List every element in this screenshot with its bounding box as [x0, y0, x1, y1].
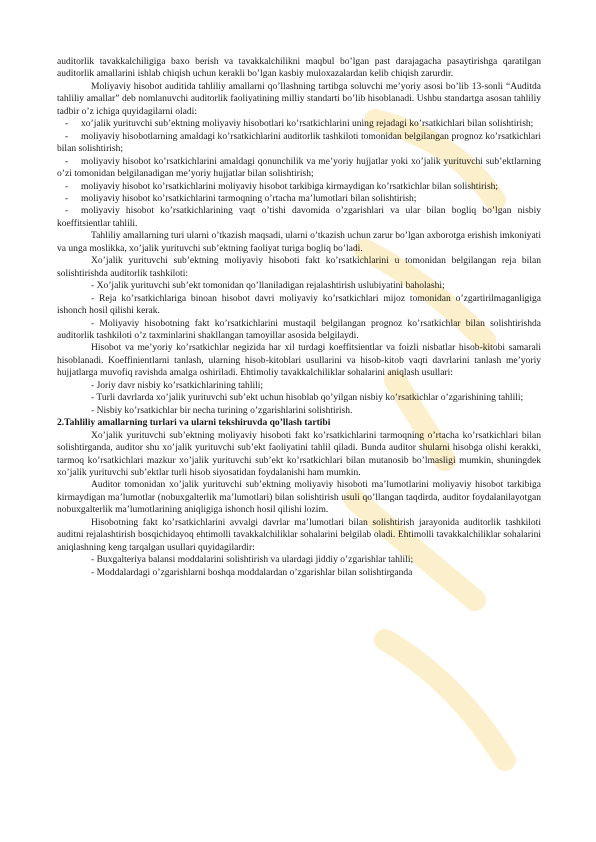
paragraph: Xo’jalik yurituvchi sub’ektning moliyaviy hisoboti fakt ko’rsatkichlarini tarmoqning o’rtacha ko’rsatkichlari bilan solishtirganda, auditor shu xo’jalik yurituvchi sub’ekt faoliyatini tahlil qiladi. Bunda auditor shularni hisobga olishi kerakki, tarmoq ko’rsatkichlari mazkur xo’jalik yurituvchi sub’ekt ko’rsatkichlari bilan mutanosib bo’lmasligi mumkin, shuningdek xo’jalik yurituvchi sub’ektlar turli hisob siyosatidan foydalanishi ham mumkin.	[57, 429, 541, 478]
list-item-text: moliyaviy hisobot ko’rsatkichlarini tarmoqning o’rtacha ma’lumotlari bilan solishtirish;	[81, 192, 417, 204]
paragraph: - Nisbiy ko’rsatkichlar bir necha turining o’zgarishlarini solishtirish.	[91, 404, 353, 416]
paragraph: - Moddalardagi o’zgarishlarni boshqa moddalardan o’zgarishlar bilan solishtirganda	[91, 566, 413, 578]
paragraph: - Buxgalteriya balansi moddalarini solishtirish va ulardagi jiddiy o’zgarishlar tahlili;	[91, 554, 414, 566]
paragraph: - Reja ko’rsatkichlariga binoan hisobot davri moliyaviy ko’rsatkichlari mijoz tomonidan o’zgartirilmaganligiga ishonch hosil qilishi kerak.	[57, 292, 541, 317]
paragraph: Hisobot va me’yoriy ko’rsatkichlar negizida har xil turdagi koeffitsientlar va foizli nisbatlar hisob-kitobi samarali hisoblanadi. Koeffinientlarni tanlash, ularning hisob-kitoblari usullarini va hisob-kitob vaqti davrlarini tanlash me’yoriy hujjatlarga muvofiq ravishda amalga oshiriladi. Ehtimoliy tavakkalchiliklar sohalarini aniqlash usullari:	[57, 342, 541, 379]
list-item	[57, 205, 541, 230]
list-item	[57, 156, 541, 181]
list-dash: -	[65, 130, 69, 142]
paragraph: - Xo’jalik yurituvchi sub’ekt tomonidan qo’llaniladigan rejalashtirish uslubiyatini baholashi;	[91, 280, 445, 292]
paragraph: - Moliyaviy hisobotning fakt ko’rsatkichlarini mustaqil belgilangan prognoz ko’rsatkichlar bilan solishtirishda auditorlik tashkiloti o’z taxminlarini shakllangan tamoyillar asosida belgilaydi.	[57, 317, 541, 341]
list-item-text: moliyaviy hisobot ko’rsatkichlarini amaldagi qonunchilik va me’yoriy hujjatlar yoki xo’jalik yurituvchi sub’ektlarning o’zi tomonidan belgilanadigan me’yoriy hujjatlar bilan solishtirish;	[57, 155, 541, 180]
section-heading: 2.Tahliliy amallarning turlari va ularni tekshiruvda qo’llash tartibi	[57, 417, 331, 429]
list-dash: -	[65, 205, 69, 217]
paragraph: Auditor tomonidan xo’jalik yurituvchi sub’ektning moliyaviy hisoboti ma’lumotlarini moliyaviy hisobot tarkibiga kirmaydigan ma’lumotlar (nobuxgalterlik ma’lumotlari) bilan solishtirish usuli qo’llangan taqdirda, auditor foydalanilayotgan nobuxgalterlik ma’lumotlarining aniqligiga ishonch hosil qilishi lozim.	[57, 479, 541, 516]
list-item-text: moliyaviy hisobot ko’rsatkichlarini moliyaviy hisobot tarkibiga kirmaydigan ko’rsatkichlar bilan solishtirish;	[81, 180, 499, 192]
paragraph: Tahliliy amallarning turi ularni o’tkazish maqsadi, ularni o’tkazish uchun zarur bo’lgan axborotga erishish imkoniyati va unga moslikka, xo’jalik yurituvchi sub’ektning faoliyat turiga bogliq bo’ladi.	[57, 230, 541, 254]
list-dash: -	[65, 192, 69, 204]
list-dash: -	[65, 180, 69, 192]
paragraph: Xo’jalik yurituvchi sub’ektning moliyaviy hisoboti fakt ko’rsatkichlarini u tomonidan belgilangan reja bilan solishtirishda auditorlik tashkiloti:	[57, 255, 541, 279]
paragraph: Hisobotning fakt ko’rsatkichlarini avvalgi davrlar ma’lumotlari bilan solishtirish jarayonida auditorlik tashkiloti auditni rejalashtirish bosqichidayoq ehtimolli tavakkalchiliklar sohalarini belgilab oladi. Ehtimolli tavakkalchiliklar sohalarini aniqlashning keng tarqalgan usullari quyidagilardir:	[57, 516, 541, 553]
list-item-text: moliyaviy hisobot ko’rsatkichlarining vaqt o’tishi davomida o’zgarishlari va ular bilan bogliq bo’lgan nisbiy koeffitsientlar tahlili.	[57, 205, 541, 229]
document-page	[57, 56, 541, 579]
paragraph: - Joriy davr nisbiy ko’rsatkichlarining tahlili;	[91, 379, 264, 391]
paragraph: Moliyaviy hisobot auditida tahliliy amallarni qo’llashning tartibga soluvchi me’yoriy asosi bo’lib 13-sonli “Auditda tahliliy amallar” deb nomlanuvchi auditorlik faoliyatining milliy standarti bo’lib hisoblanadi. Ushbu standartga asosan tahliliy tadbir o’z ichiga quyidagilarni oladi:	[57, 80, 541, 117]
list-dash: -	[65, 155, 69, 167]
list-item	[57, 181, 541, 193]
list-item-text: moliyaviy hisobotlarning amaldagi ko’rsatkichlarini auditorlik tashkiloti tomonidan belgilangan prognoz ko’rsatkichlari bilan solishtirish;	[57, 130, 541, 155]
list-item-text: xo’jalik yurituvchi sub’ektning moliyaviy hisobotlari ko’rsatkichlarini uning rejadagi ko’rsatkichlari bilan solishtirish;	[81, 118, 534, 130]
list-dash: -	[65, 118, 69, 130]
paragraph: auditorlik tavakkalchiligiga baxo berish va tavakkalchilikni maqbul bo’lgan past darajagacha pasaytirishga qaratilgan auditorlik amallarini ishlab chiqish uchun kerakli bo’lgan kasbiy muloxazalardan kelib chiqish zarurdir.	[57, 56, 541, 80]
list-item	[57, 193, 541, 205]
list-item	[57, 131, 541, 156]
list-item	[57, 118, 541, 130]
paragraph: - Turli davrlarda xo’jalik yurituvchi sub’ekt uchun hisoblab qo’yilgan nisbiy ko’rsatkichlar o’zgarishining tahlili;	[91, 392, 524, 404]
